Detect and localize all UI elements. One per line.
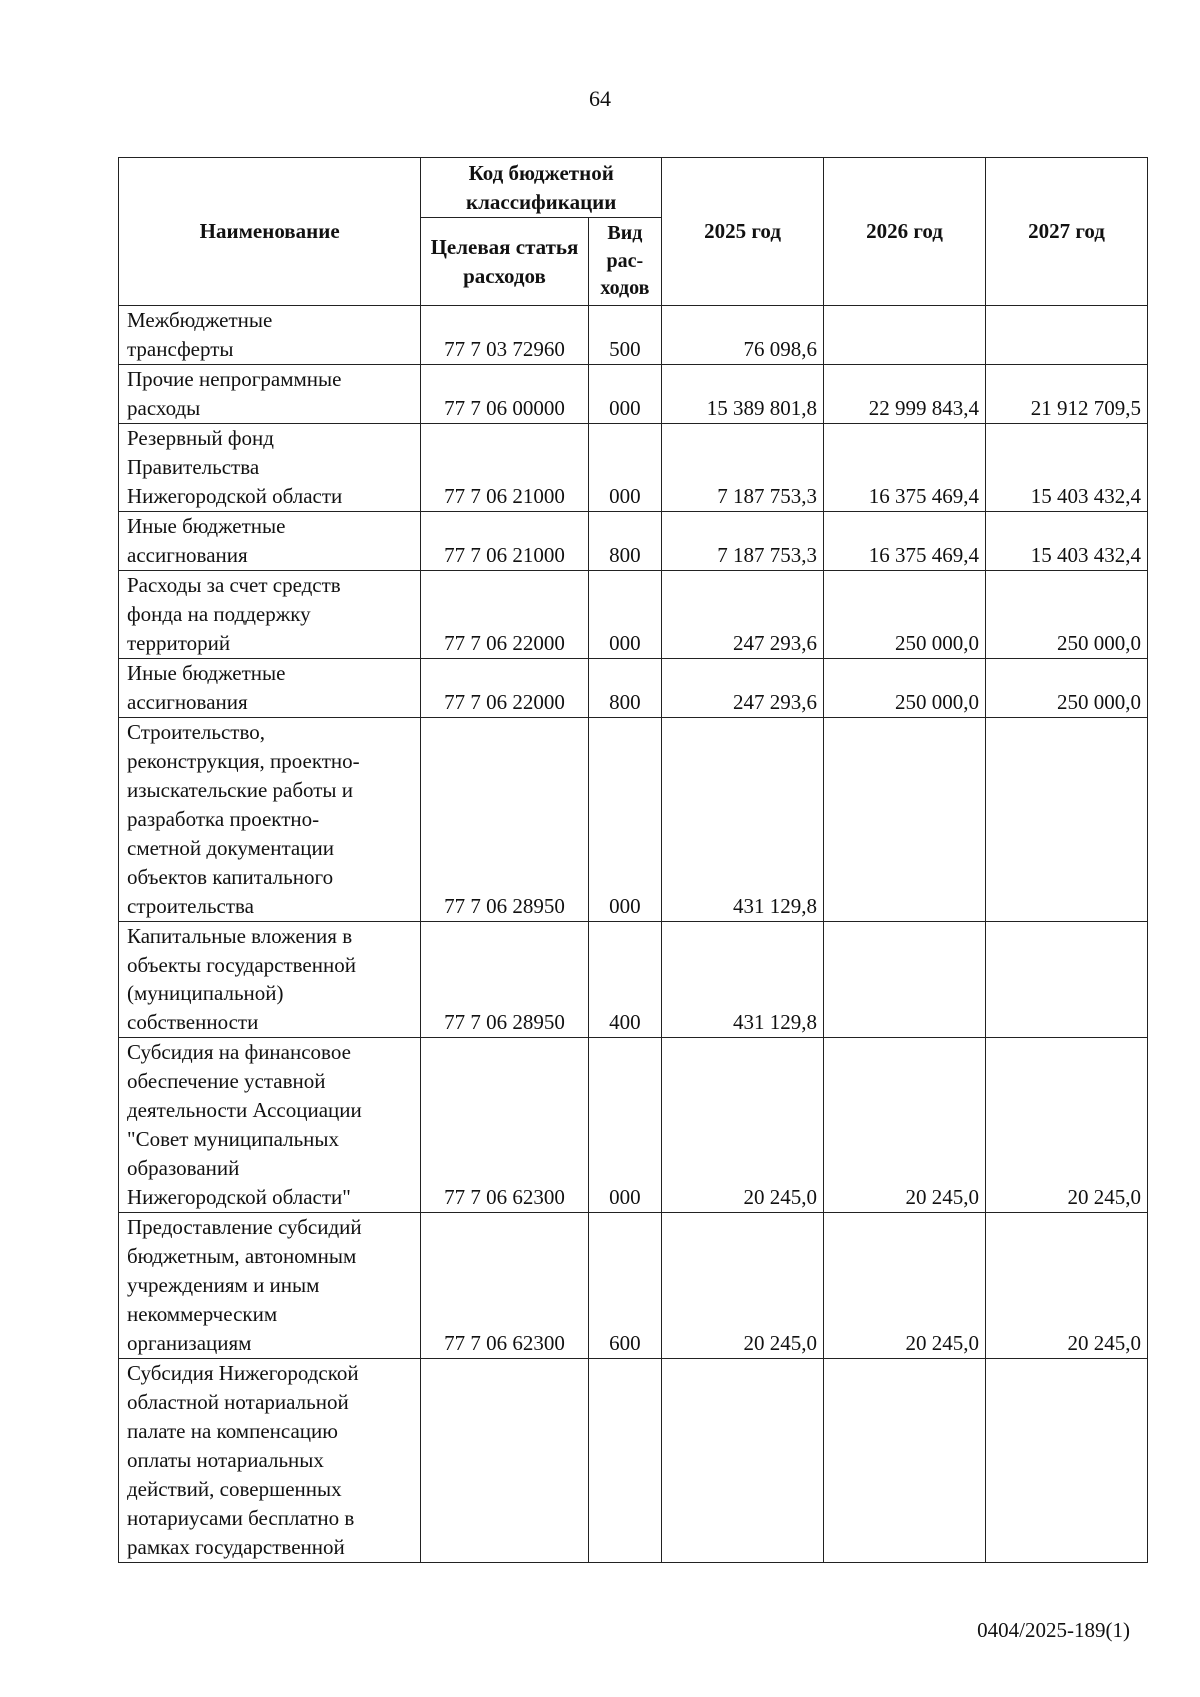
row-value-2027: 20 245,0 xyxy=(986,1213,1148,1359)
table-row xyxy=(119,364,1148,423)
table-row xyxy=(119,658,1148,717)
row-value-2027 xyxy=(986,717,1148,921)
row-value-2026 xyxy=(824,1359,986,1563)
row-name: Иные бюджетные ассигнования xyxy=(119,511,421,570)
row-expense-type: 000 xyxy=(588,717,661,921)
row-value-2026: 20 245,0 xyxy=(824,1213,986,1359)
row-value-2026: 20 245,0 xyxy=(824,1038,986,1213)
row-value-2026: 16 375 469,4 xyxy=(824,423,986,511)
row-target-article: 77 7 06 28950 xyxy=(421,717,588,921)
row-name: Субсидия Нижегородской областной нотариальной палате на компенсацию оплаты нотариальных действий, совершенных нотариусами бесплатно в рамках государственной xyxy=(119,1359,421,1563)
row-expense-type: 000 xyxy=(588,570,661,658)
row-value-2027: 250 000,0 xyxy=(986,658,1148,717)
row-target-article: 77 7 06 00000 xyxy=(421,364,588,423)
row-target-article: 77 7 06 22000 xyxy=(421,570,588,658)
table-row xyxy=(119,306,1148,365)
row-value-2025: 15 389 801,8 xyxy=(662,364,824,423)
header-name: Наименование xyxy=(119,158,421,306)
row-value-2027: 15 403 432,4 xyxy=(986,423,1148,511)
header-expense-type: Вид рас-ходов xyxy=(588,218,661,306)
table-row xyxy=(119,717,1148,921)
row-value-2027 xyxy=(986,306,1148,365)
document-code: 0404/2025-189(1) xyxy=(977,1618,1130,1642)
row-expense-type: 000 xyxy=(588,423,661,511)
row-value-2027 xyxy=(986,1359,1148,1563)
row-expense-type: 000 xyxy=(588,364,661,423)
budget-table-body xyxy=(119,306,1148,1563)
table-row xyxy=(119,1038,1148,1213)
row-expense-type: 800 xyxy=(588,658,661,717)
table-row xyxy=(119,921,1148,1038)
row-target-article: 77 7 03 72960 xyxy=(421,306,588,365)
row-value-2026 xyxy=(824,717,986,921)
header-target-article: Целевая статья расходов xyxy=(421,218,588,306)
header-2025: 2025 год xyxy=(662,158,824,306)
row-value-2025: 247 293,6 xyxy=(662,658,824,717)
row-value-2025: 7 187 753,3 xyxy=(662,423,824,511)
row-value-2025: 20 245,0 xyxy=(662,1213,824,1359)
row-name: Субсидия на финансовое обеспечение уставной деятельности Ассоциации "Совет муниципальных образований Нижегородской области" xyxy=(119,1038,421,1213)
row-expense-type: 600 xyxy=(588,1213,661,1359)
row-value-2025: 247 293,6 xyxy=(662,570,824,658)
row-value-2025: 431 129,8 xyxy=(662,717,824,921)
row-name: Резервный фонд Правительства Нижегородской области xyxy=(119,423,421,511)
row-expense-type: 500 xyxy=(588,306,661,365)
row-target-article: 77 7 06 22000 xyxy=(421,658,588,717)
row-name: Предоставление субсидий бюджетным, автономным учреждениям и иным некоммерческим организациям xyxy=(119,1213,421,1359)
page-number: 64 xyxy=(589,86,611,111)
header-2027: 2027 год xyxy=(986,158,1148,306)
budget-table xyxy=(118,157,1148,1563)
table-row xyxy=(119,570,1148,658)
row-target-article: 77 7 06 21000 xyxy=(421,511,588,570)
row-value-2025: 431 129,8 xyxy=(662,921,824,1038)
row-target-article: 77 7 06 28950 xyxy=(421,921,588,1038)
row-value-2027: 20 245,0 xyxy=(986,1038,1148,1213)
row-target-article: 77 7 06 62300 xyxy=(421,1213,588,1359)
table-row xyxy=(119,423,1148,511)
row-name: Расходы за счет средств фонда на поддержку территорий xyxy=(119,570,421,658)
row-value-2027: 15 403 432,4 xyxy=(986,511,1148,570)
header-2026: 2026 год xyxy=(824,158,986,306)
row-target-article: 77 7 06 21000 xyxy=(421,423,588,511)
row-expense-type: 000 xyxy=(588,1038,661,1213)
row-expense-type xyxy=(588,1359,661,1563)
row-value-2026 xyxy=(824,921,986,1038)
row-target-article: 77 7 06 62300 xyxy=(421,1038,588,1213)
row-expense-type: 800 xyxy=(588,511,661,570)
row-value-2025: 20 245,0 xyxy=(662,1038,824,1213)
row-value-2025: 7 187 753,3 xyxy=(662,511,824,570)
row-value-2026: 22 999 843,4 xyxy=(824,364,986,423)
row-name: Межбюджетные трансферты xyxy=(119,306,421,365)
row-value-2025 xyxy=(662,1359,824,1563)
row-value-2026: 250 000,0 xyxy=(824,658,986,717)
row-name: Прочие непрограммные расходы xyxy=(119,364,421,423)
row-value-2027: 21 912 709,5 xyxy=(986,364,1148,423)
header-code-group: Код бюджетной классификации xyxy=(421,158,662,218)
row-name: Капитальные вложения в объекты государственной (муниципальной) собственности xyxy=(119,921,421,1038)
row-target-article xyxy=(421,1359,588,1563)
row-value-2026 xyxy=(824,306,986,365)
row-value-2026: 250 000,0 xyxy=(824,570,986,658)
table-row xyxy=(119,1213,1148,1359)
row-expense-type: 400 xyxy=(588,921,661,1038)
row-value-2027: 250 000,0 xyxy=(986,570,1148,658)
row-name: Строительство, реконструкция, проектно- изыскательские работы и разработка проектно- сметной документации объектов капитального строительства xyxy=(119,717,421,921)
row-value-2025: 76 098,6 xyxy=(662,306,824,365)
row-name: Иные бюджетные ассигнования xyxy=(119,658,421,717)
row-value-2027 xyxy=(986,921,1148,1038)
table-row xyxy=(119,511,1148,570)
table-row xyxy=(119,1359,1148,1563)
row-value-2026: 16 375 469,4 xyxy=(824,511,986,570)
